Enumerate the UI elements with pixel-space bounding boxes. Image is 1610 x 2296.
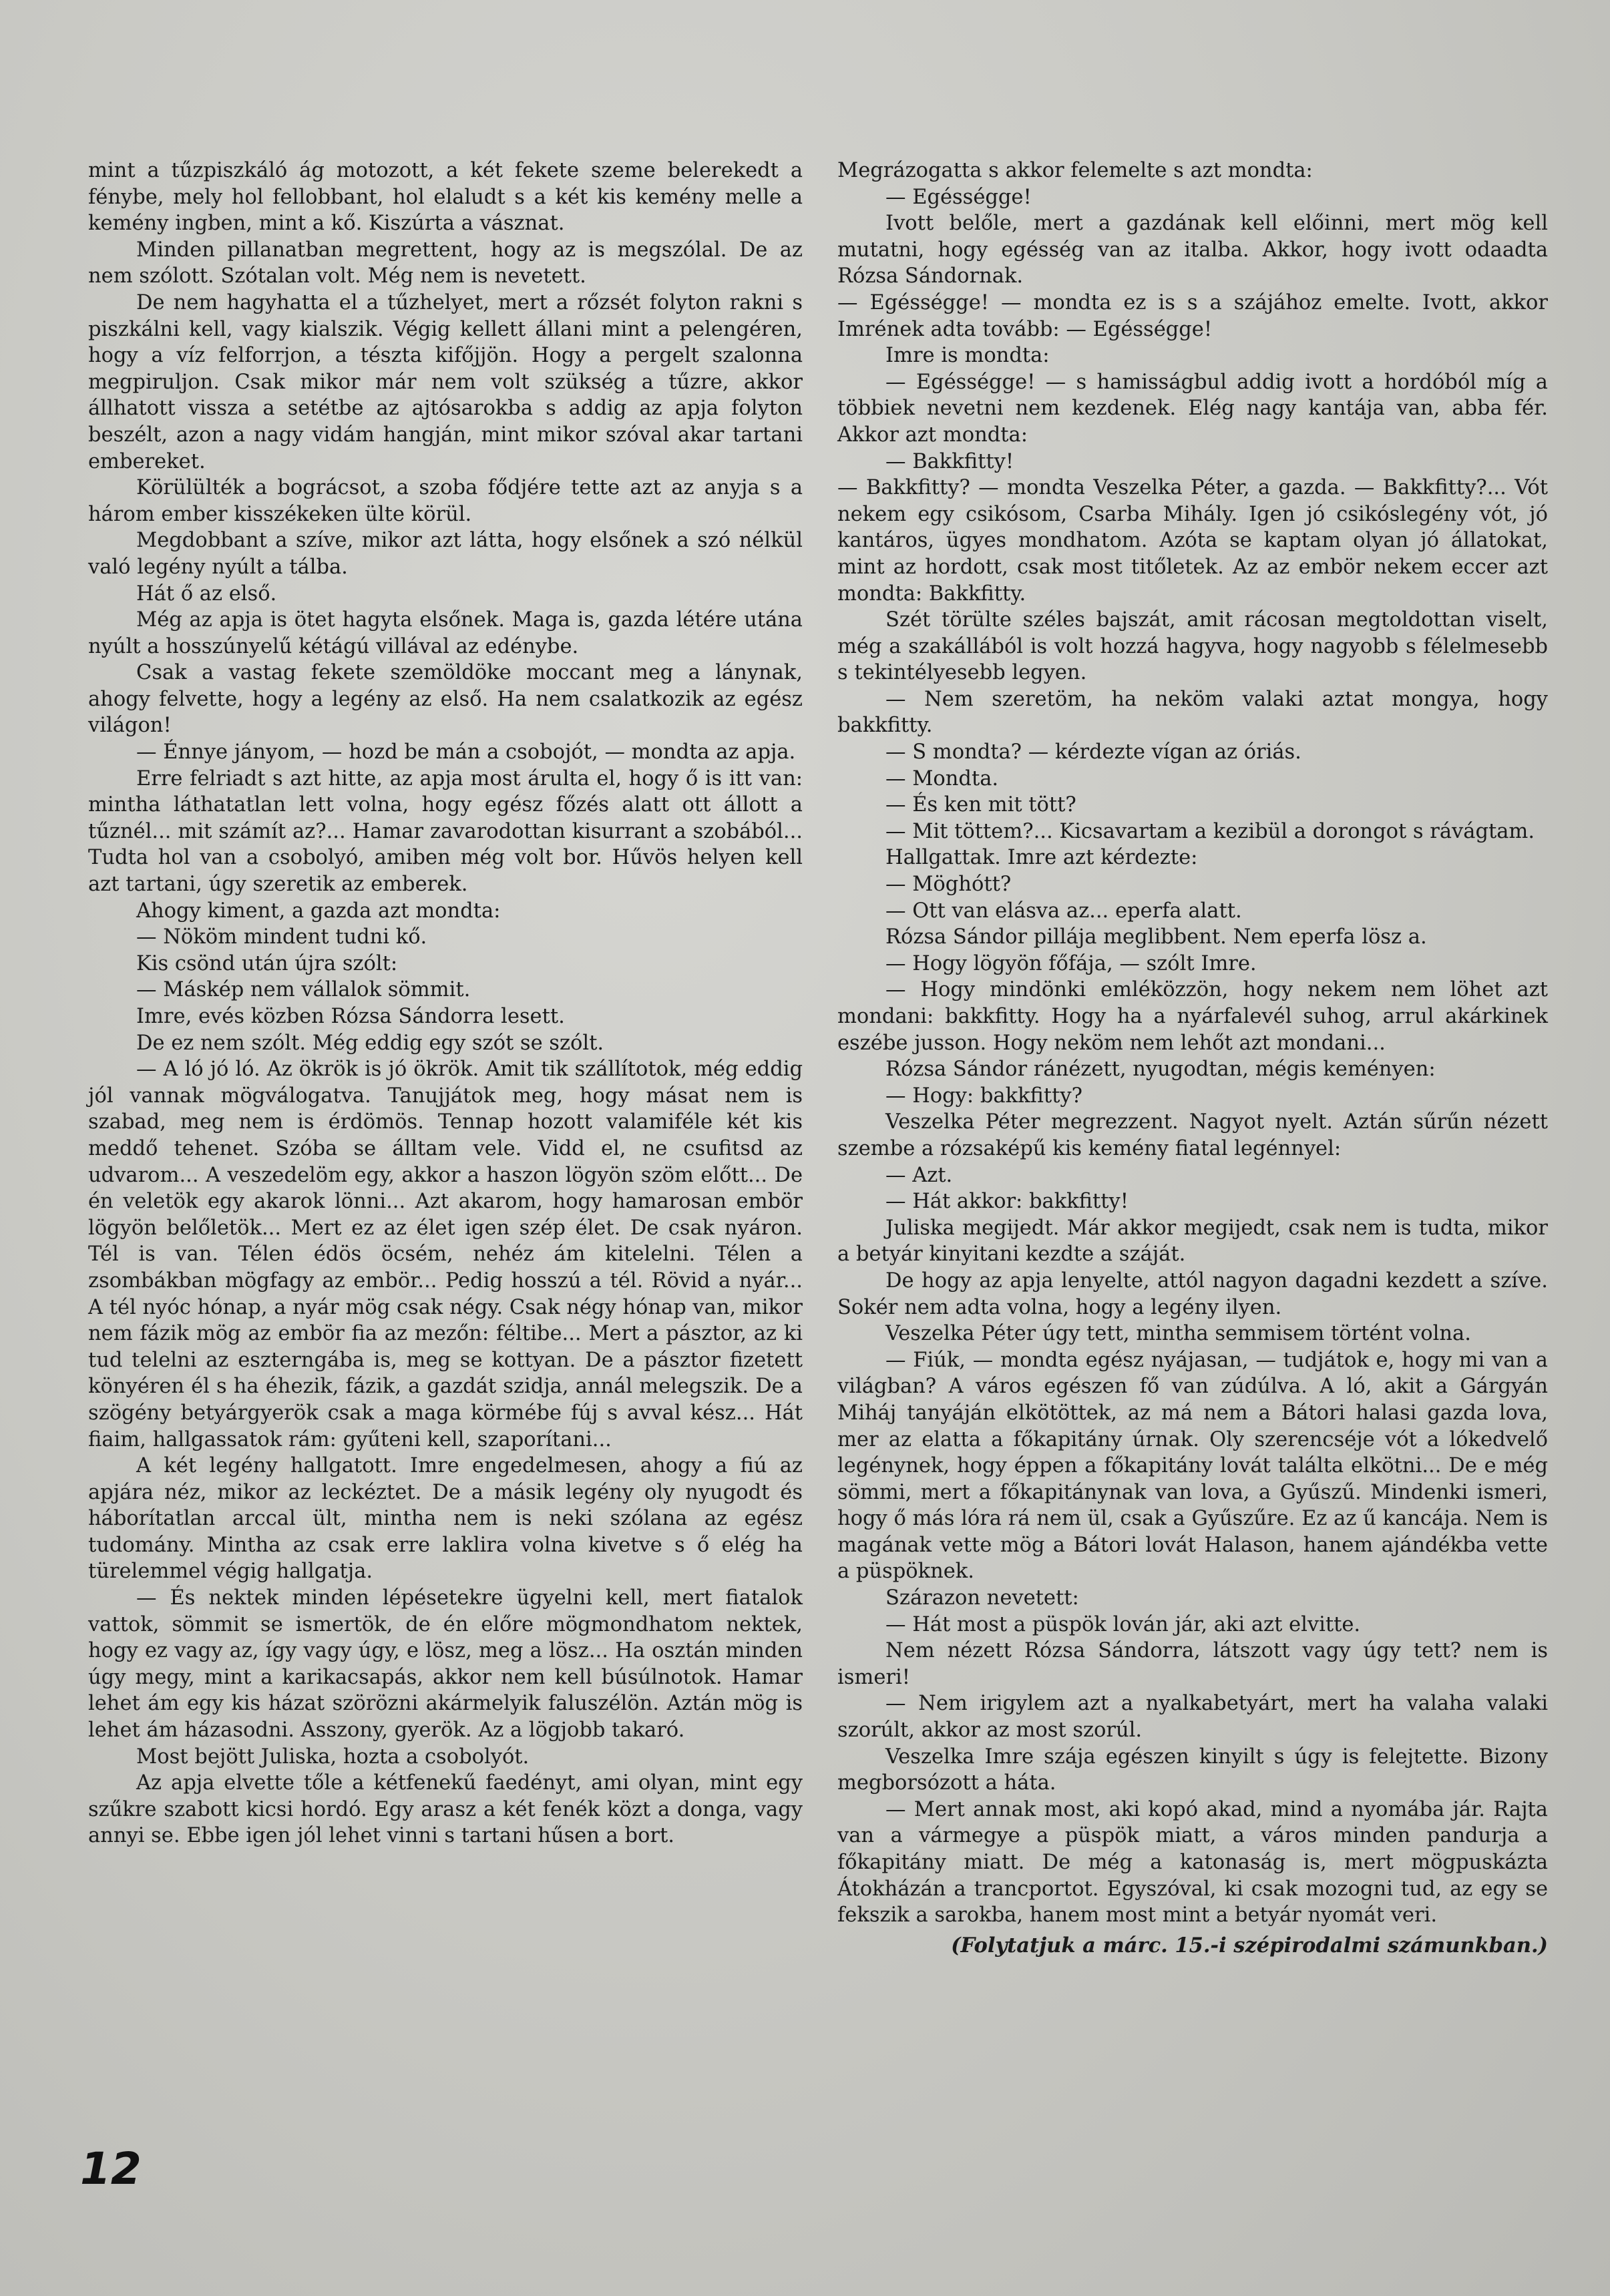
paragraph: Hallgattak. Imre azt kérdezte: <box>885 846 1198 870</box>
paragraph: mint a tűzpiszkáló ág motozott, a két fekete szeme belerekedt a fénybe, mely hol fellobbant, hol elaludt s a két kis kemény melle a kemény ingben, mint a kő. Kiszúrta a vásznat. <box>88 159 803 236</box>
paragraph: — Máskép nem vállalok sömmit. <box>136 978 471 1002</box>
paragraph: — Mert annak most, aki kopó akad, mind a nyomába jár. Rajta van a vármegye a püspök miatt, a város minden pandurja a főkapitány miatt. De még a katonaság is, mert mögpuskázta Átokházán a trancportot. Egyszóval, ki csak mozogni tud, az egy se fekszik a sarokba, hanem most mint a betyár nyomát veri. <box>837 1797 1548 1927</box>
continuation-note: (Folytatjuk a márc. 15.-i szépirodalmi számunkban.) <box>951 1933 1548 1958</box>
paragraph: — Egésségge! <box>885 185 1032 209</box>
paragraph: Minden pillanatban megrettent, hogy az is megszólal. De az nem szólott. Szótalan volt. Még nem is nevetett. <box>88 238 803 288</box>
paragraph: — Bakkfitty! <box>885 449 1014 473</box>
paragraph: Nem nézett Rózsa Sándorra, látszott vagy úgy tett? nem is ismeri! <box>837 1639 1548 1689</box>
paragraph: Veszelka Péter megrezzent. Nagyot nyelt. Aztán sűrűn nézett szembe a rózsaképű kis kemény fiatal legénnyel: <box>837 1110 1548 1160</box>
paragraph: Most bejött Juliska, hozta a csobolyót. <box>136 1745 530 1769</box>
paragraph: De nem hagyhatta el a tűzhelyet, mert a rőzsét folyton rakni s piszkálni kell, vagy kialszik. Végig kellett állani mint a pelengéren, hogy a víz felforrjon, a tészta kifőjjön. Hogy a pergelt szalonna megpiruljon. Csak mikor már nem volt szükség a tűzre, akkor állhatott vissza a setétbe az ajtósarokba s addig az apja folyton beszélt, azon a nagy vidám hangján, mint mikor szóval akar tartani embereket. <box>88 290 803 473</box>
paragraph: Még az apja is ötet hagyta elsőnek. Maga is, gazda létére utána nyúlt a hosszúnyelű kétágú villával az edénybe. <box>88 608 803 658</box>
paragraph: — Egésségge! — s hamisságbul addig ivott a hordóból míg a többiek nevetni nem kezdenek. Elég nagy kantája van, abba fér. Akkor azt mondta: <box>837 370 1548 447</box>
paragraph: De hogy az apja lenyelte, attól nagyon dagadni kezdett a szíve. Sokér nem adta volna, hogy a legény ilyen. <box>837 1269 1548 1319</box>
paragraph: Hát ő az első. <box>136 582 277 606</box>
paragraph: Megrázogatta s akkor felemelte s azt mondta: <box>837 159 1313 182</box>
paragraph: Szárazon nevetett: <box>885 1586 1079 1610</box>
paragraph: Veszelka Imre szája egészen kinyilt s úgy is felejtette. Bizony megborsózott a háta. <box>837 1745 1548 1795</box>
paragraph: — És ken mit tött? <box>885 793 1076 817</box>
paragraph: Az apja elvette tőle a kétfenekű faedényt, ami olyan, mint egy szűkre szabott kicsi hordó. Egy arasz a két fenék közt a donga, vagy annyi se. Ebbe igen jól lehet vinni s tartani hűsen a bort. <box>88 1771 803 1848</box>
paragraph: — Nem irigylem azt a nyalkabetyárt, mert ha valaha valaki szorúlt, akkor az most szorúl. <box>837 1692 1548 1743</box>
paragraph: Csak a vastag fekete szemöldöke moccant meg a lánynak, ahogy felvette, hogy a legény az első. Ha nem csalatkozik az egész világon! <box>88 661 803 738</box>
paragraph: Rózsa Sándor pillája meglibbent. Nem eperfa lösz a. <box>885 925 1427 949</box>
paragraph: — Nem szeretöm, ha neköm valaki aztat mongya, hogy bakkfitty. <box>837 687 1548 738</box>
paragraph: Megdobbant a szíve, mikor azt látta, hogy elsőnek a szó nélkül való legény nyúlt a tálba. <box>88 529 803 579</box>
paragraph: — Hogy: bakkfitty? <box>885 1084 1082 1108</box>
paragraph: — Hát akkor: bakkfitty! <box>885 1190 1129 1214</box>
paragraph: De ez nem szólt. Még eddig egy szót se szólt. <box>136 1031 604 1055</box>
left-text-column <box>88 158 803 1849</box>
paragraph: Ivott belőle, mert a gazdának kell előinni, mert mög kell mutatni, hogy egésség van az italba. Akkor, hogy ivott odaadta Rózsa Sándornak. <box>837 212 1548 288</box>
paragraph: Juliska megijedt. Már akkor megijedt, csak nem is tudta, mikor a betyár kinyitani kezdte a száját. <box>837 1216 1548 1267</box>
paragraph: — Mit töttem?... Kicsavartam a kezibül a dorongot s rávágtam. <box>885 819 1535 843</box>
paragraph: Rózsa Sándor ránézett, nyugodtan, mégis keményen: <box>885 1058 1436 1082</box>
paragraph: — És nektek minden lépésetekre ügyelni kell, mert fiatalok vattok, sömmit se ismertök, de én előre mögmondhatom nektek, hogy ez vagy az, így vagy úgy, e lösz, meg a lösz... Ha osztán minden úgy megy, mint a karikacsapás, akkor nem kell búsúlnotok. Hamar lehet ám egy kis házat szörözni akármelyik faluszélön. Aztán mög is lehet ám házasodni. Asszony, gyerök. Az a lögjobb takaró. <box>88 1586 803 1743</box>
paragraph: Kis csönd után újra szólt: <box>136 951 398 975</box>
paragraph: — Fiúk, — mondta egész nyájasan, — tudjátok e, hogy mi van a világban? A város egészen fő van zúdúlva. A ló, akit a Gárgyán Miháj tanyáján elkötöttek, az má nem a Bátori halasi gazda lova, mer az elatta a főkapitány úrnak. Oly szerencséje vót a lókedvelő legénynek, hogy éppen a főkapitány lovát találta elkötni... De e még sömmi, mert a főkapitánynak van lova, a Gyűszű. Mindenki ismeri, hogy ő más lóra rá nem ül, csak a Gyűszűre. Ez az ű kancája. Nem is magának vette mög a Bátori lovát Halason, hanem ajándékba vette a püspöknek. <box>837 1348 1548 1584</box>
paragraph: — Énnye jányom, — hozd be mán a csobojót, — mondta az apja. <box>136 740 796 764</box>
paragraph: Szét törülte széles bajszát, amit rácosan megtoldottan viselt, még a szakállából is volt hozzá hagyva, hogy nagyobb s félelmesebb s tekintélyesebb legyen. <box>837 608 1548 685</box>
paragraph: — Hát most a püspök lován jár, aki azt elvitte. <box>885 1612 1361 1636</box>
paragraph: — Egésségge! — mondta ez is s a szájához emelte. Ivott, akkor Imrének adta tovább: — Egésségge! <box>837 290 1548 341</box>
paragraph: — A ló jó ló. Az ökrök is jó ökrök. Amit tik szállítotok, még eddig jól vannak mögválogatva. Tanujjátok meg, hogy másat nem is szabad, meg nem is érdömös. Tennap hozott valamiféle két kis meddő tehenet. Szóba se álltam vele. Vidd el, ne csufitsd az udvarom... A veszedelöm egy, akkor a haszon lögyön szöm előtt... De én veletök egy akarok lönni... Azt akarom, hogy hamarosan embör lögyön belőletök... Mert ez az élet igen szép élet. De csak nyáron. Tél is van. Télen édös öcsém, nehéz ám kitelelni. Télen a zsombákban mögfagy az embör... Pedig hosszú a tél. Rövid a nyár... A tél nyóc hónap, a nyár mög csak négy. Csak négy hónap van, mikor nem fázik mög az embör fia az mezőn: féltibe... Mert a pásztor, az ki tud telelni az eszterngába is, meg se kottyan. De a pásztor fizetett könyéren él s ha éhezik, fázik, a gazdát szidja, annál melegszik. De a szögény betyárgyerök csak a maga körmébe fúj s avval kész... Hát fiaim, hallgassatok rám: gyűteni kell, szaporítani... <box>88 1058 803 1451</box>
paragraph: — Hogy mindönki emléközzön, hogy nekem nem löhet azt mondani: bakkfitty. Hogy ha a nyárfalevél suhog, arrul akárkinek eszébe jusson. Hogy neköm nem lehőt azt mondani... <box>837 978 1548 1055</box>
paragraph: Körülülték a bográcsot, a szoba fődjére tette azt az anyja s a három ember kisszékeken ülte körül. <box>88 476 803 526</box>
paragraph: Veszelka Péter úgy tett, mintha semmisem történt volna. <box>885 1322 1471 1346</box>
paragraph: — S mondta? — kérdezte vígan az óriás. <box>885 740 1301 764</box>
paragraph: A két legény hallgatott. Imre engedelmesen, ahogy a fiú az apjára néz, mikor az leckéztet. De a másik legény oly nyugodt és háborítatlan arccal ült, mintha nem is neki szólana az egész tudomány. Mintha az csak erre laklira volna kivetve s ő elég ha türelemmel végig hallgatja. <box>88 1454 803 1584</box>
paragraph: Imre is mondta: <box>885 344 1050 368</box>
paragraph: Erre felriadt s azt hitte, az apja most árulta el, hogy ő is itt van: mintha láthatatlan lett volna, hogy egész főzés alatt ott állott a tűznél... mit számít az?... Hamar zavarodottan kisurrant a szobából... Tudta hol van a csobolyó, amiben még volt bor. Hűvös helyen kell azt tartani, úgy szeretik az emberek. <box>88 766 803 897</box>
paragraph: — Möghótt? <box>885 873 1012 897</box>
right-text-column <box>837 158 1548 1959</box>
paragraph: — Bakkfitty? — mondta Veszelka Péter, a gazda. — Bakkfitty?... Vót nekem egy csikósom, Csarba Mihály. Igen jó csikóslegény vót, jó kantáros, ügyes mondhatom. Azóta se kaptam olyan jó állatokat, mint az hordott, csak most titőletek. Az az embör nekem eccer azt mondta: Bakkfitty. <box>837 476 1548 606</box>
paragraph: — Ott van elásva az... eperfa alatt. <box>885 899 1242 923</box>
paragraph: Ahogy kiment, a gazda azt mondta: <box>136 899 501 923</box>
paragraph: — Hogy lögyön főfája, — szólt Imre. <box>885 951 1257 975</box>
paragraph: — Mondta. <box>885 766 999 790</box>
page-number: 12 <box>80 2143 142 2195</box>
paragraph: Imre, evés közben Rózsa Sándorra lesett. <box>136 1005 565 1028</box>
paragraph: — Azt. <box>885 1163 953 1187</box>
paragraph: — Nököm mindent tudni kő. <box>136 925 427 949</box>
